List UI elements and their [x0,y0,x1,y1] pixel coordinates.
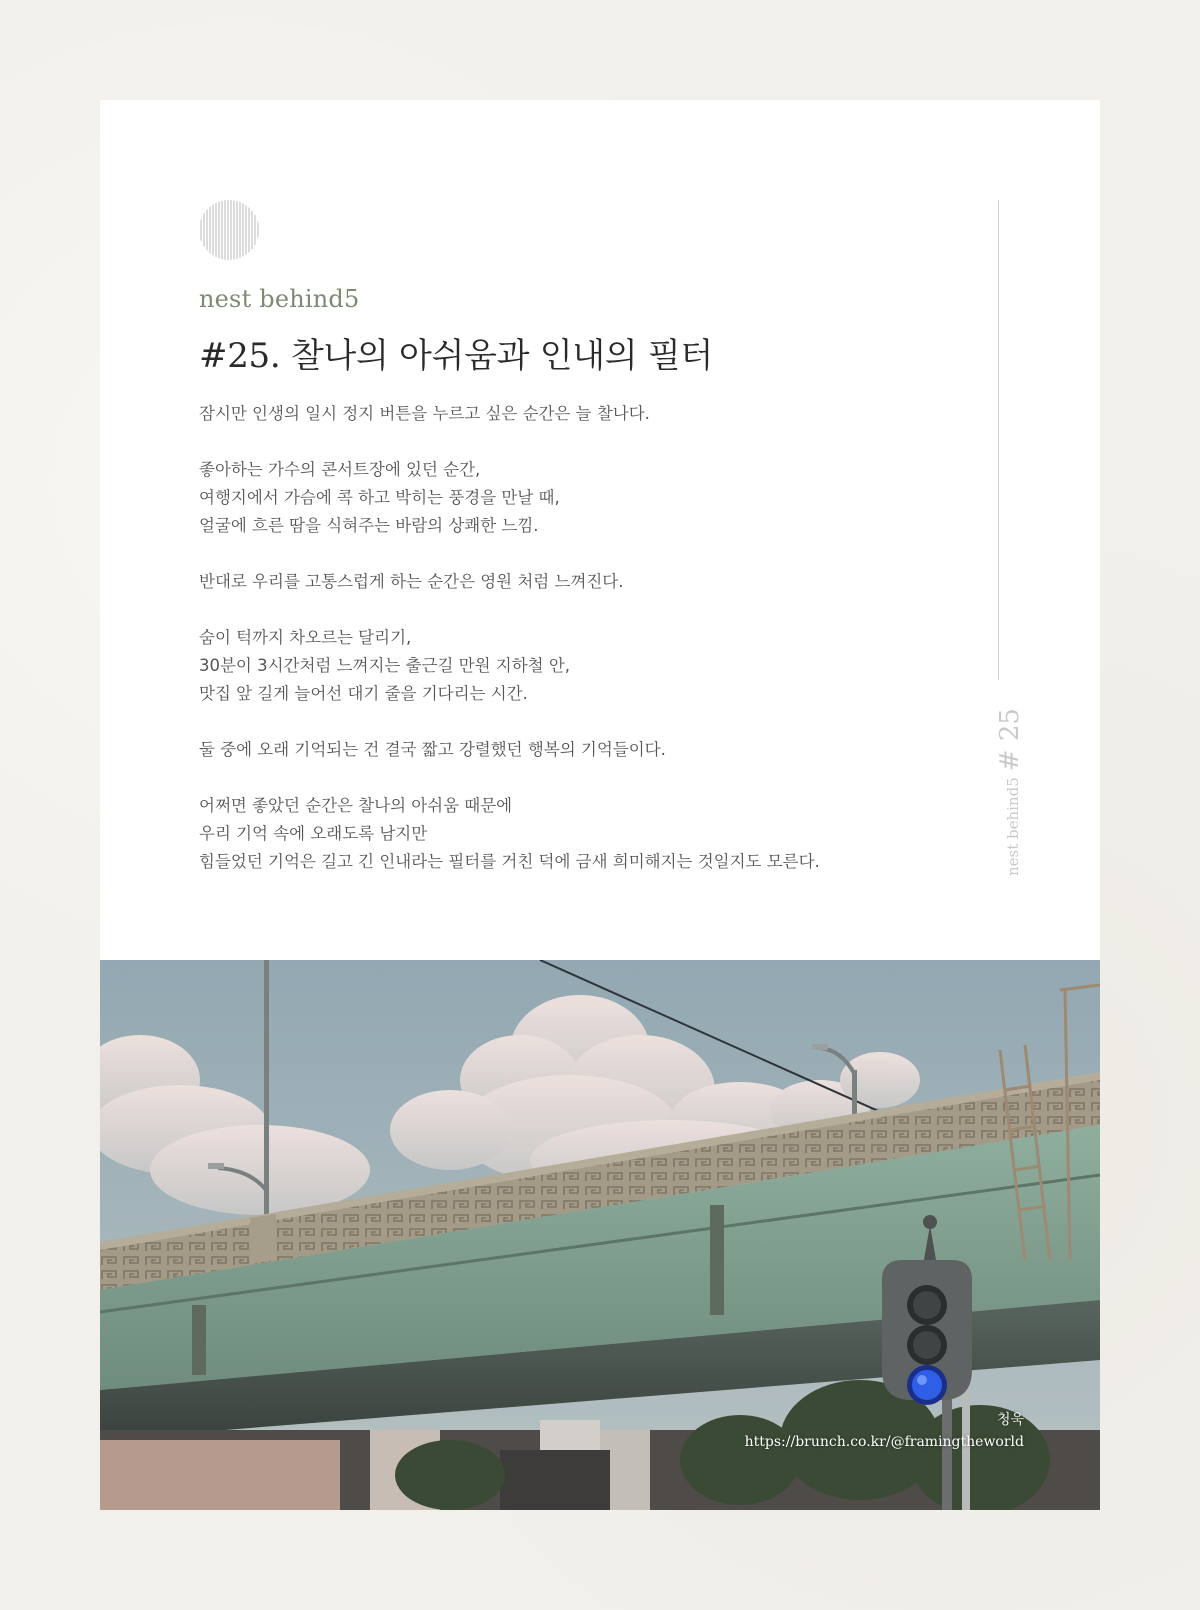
body-line: 얼굴에 흐른 땀을 식혀주는 바람의 상쾌한 느낌. [199,516,539,535]
article-card [100,100,1100,1510]
vertical-series-label [995,708,1025,876]
paragraph [199,624,969,708]
body-line: 좋아하는 가수의 콘서트장에 있던 순간, [199,460,481,479]
body-line: 잠시만 인생의 일시 정지 버튼을 누르고 싶은 순간은 늘 찰나다. [199,404,650,423]
body-line: 어쩌면 좋았던 순간은 찰나의 아쉬움 때문에 [199,796,513,815]
striped-circle-icon [199,200,259,260]
body-line: 30분이 3시간처럼 느껴지는 출근길 만원 지하철 안, [199,656,571,675]
body-line: 힘들었던 기억은 길고 긴 인내라는 필터를 거친 덕에 금새 희미해지는 것일지도 모른다. [199,852,820,871]
body-line: 우리 기억 속에 오래도록 남지만 [199,824,428,843]
body-line: 여행지에서 가슴에 콕 하고 박히는 풍경을 만날 때, [199,488,560,507]
vertical-divider [998,200,999,680]
series-label: nest behind5 [199,285,360,313]
paragraph [199,568,969,596]
paragraph [199,400,969,428]
article-body [199,400,969,904]
body-line: 둘 중에 오래 기억되는 건 결국 짧고 강렬했던 행복의 기억들이다. [199,740,666,759]
body-line: 반대로 우리를 고통스럽게 하는 순간은 영원 처럼 느껴진다. [199,572,624,591]
paragraph [199,736,969,764]
vertical-issue-number: # 25 [995,708,1025,772]
credit-url: https://brunch.co.kr/@framingtheworld [744,1434,1024,1450]
vertical-series-text: nest behind5 [1004,777,1022,876]
paragraph [199,792,969,876]
credit-name: 청욱 [996,1412,1024,1428]
body-line: 맛집 앞 길게 늘어선 대기 줄을 기다리는 시간. [199,684,528,703]
paragraph [199,456,969,540]
body-line: 숨이 턱까지 차오르는 달리기, [199,628,412,647]
article-title: #25. 찰나의 아쉬움과 인내의 필터 [199,336,713,376]
overpass-photo [100,960,1100,1510]
photo-credit [745,1409,1024,1453]
